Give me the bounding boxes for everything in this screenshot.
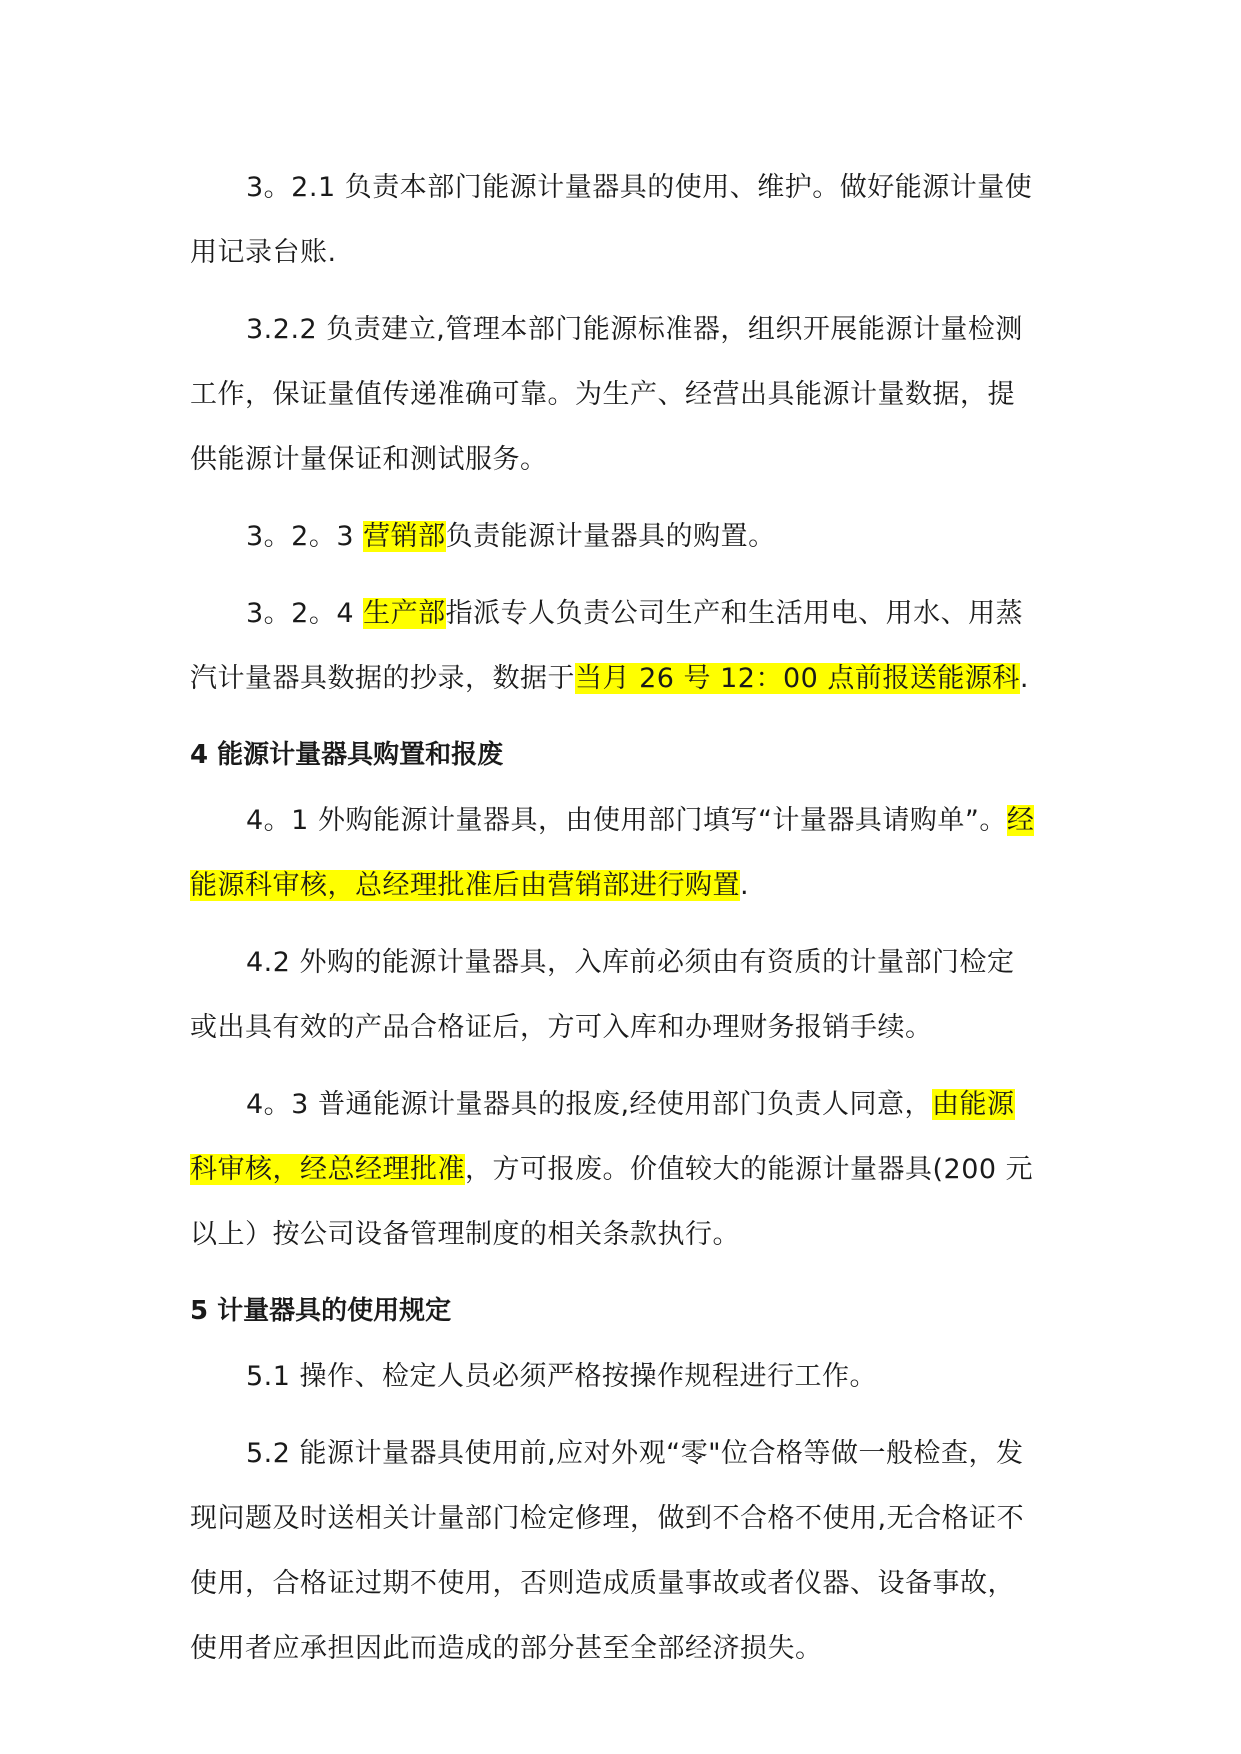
paragraph-text: 4。3 普通能源计量器具的报废,经使用部门负责人同意， xyxy=(246,1089,933,1120)
paragraph-text: 5.2 能源计量器具使用前,应对外观“零"位合格等做一般检查，发现问题及时送相关计量部门检定修理，做到不合格不使用,无合格证不使用，合格证过期不使用，否则造成质量事故或者仪器、设备事故，使用者应承担因此而造成的部分甚至全部经济损失。 xyxy=(190,1438,1025,1664)
paragraph-text: 3。2.1 负责本部门能源计量器具的使用、维护。做好能源计量使用记录台账. xyxy=(190,172,1033,268)
highlighted-text: 由能源科审核，经总经理批准 xyxy=(190,1089,1015,1185)
paragraph-text: ，方可报废。价值较大的能源计量器具(200 元以上）按公司设备管理制度的相关条款执行。 xyxy=(190,1154,1034,1250)
paragraph-text: . xyxy=(740,870,750,901)
paragraph-4-3 xyxy=(190,1072,1041,1267)
section-heading-5: 5 计量器具的使用规定 xyxy=(190,1296,452,1326)
paragraph-number: 3。2。3 xyxy=(246,521,364,552)
paragraph-text: 4.2 外购的能源计量器具，入库前必须由有资质的计量部门检定或出具有效的产品合格证后，方可入库和办理财务报销手续。 xyxy=(190,947,1015,1043)
paragraph-4-1 xyxy=(190,788,1041,918)
paragraph-text: . xyxy=(1019,663,1029,694)
highlighted-text: 当月 26 号 12：00 点前报送能源科 xyxy=(575,663,1020,694)
paragraph-text: 5.1 操作、检定人员必须严格按操作规程进行工作。 xyxy=(246,1361,878,1392)
paragraph-5-2 xyxy=(190,1421,1041,1681)
paragraph-3-2-1 xyxy=(190,155,1041,285)
paragraph-text: 指派专人负责公司生产和生活用电、用水、用蒸汽计量器具数据的抄录，数据于 xyxy=(190,598,1024,694)
paragraph-3-2-4 xyxy=(190,581,1041,711)
highlighted-text: 营销部 xyxy=(363,521,446,552)
paragraph-text: 3.2.2 负责建立,管理本部门能源标准器，组织开展能源计量检测工作，保证量值传递准确可靠。为生产、经营出具能源计量数据，提供能源计量保证和测试服务。 xyxy=(190,314,1023,475)
paragraph-3-2-2 xyxy=(190,297,1041,492)
paragraph-text: 负责能源计量器具的购置。 xyxy=(445,521,776,552)
section-heading-4: 4 能源计量器具购置和报废 xyxy=(190,740,504,770)
paragraph-3-2-3 xyxy=(190,504,1041,569)
paragraph-number: 3。2。4 xyxy=(246,598,364,629)
highlighted-text: 经能源科审核，总经理批准后由营销部进行购置 xyxy=(190,805,1035,901)
highlighted-text: 生产部 xyxy=(363,598,446,629)
paragraph-4-2 xyxy=(190,930,1041,1060)
paragraph-5-1 xyxy=(190,1344,1041,1409)
paragraph-text: 4。1 外购能源计量器具，由使用部门填写“计量器具请购单”。 xyxy=(246,805,1007,836)
